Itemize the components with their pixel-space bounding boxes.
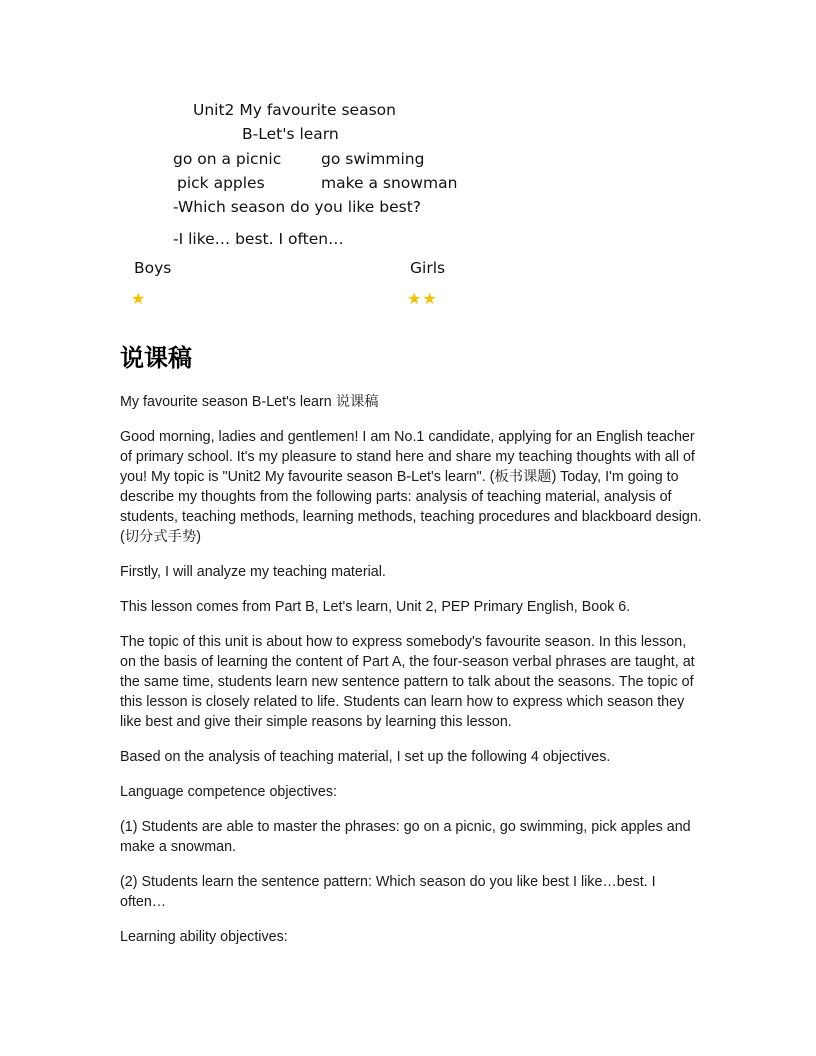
board-answer: -I like… best. I often… [173, 230, 344, 248]
paragraph: Based on the analysis of teaching material, I set up the following 4 objectives. [120, 749, 611, 765]
paragraph: Good morning, ladies and gentlemen! I am No.1 candidate, applying for an English teacher of primary school. It's my pleasure to stand here and share my teaching thoughts with all of you! My topic is "Unit2 My favourite season B-Let's learn". (板书课题) Today, I'm going to describe my thoughts from the following parts: analysis of teaching material, analysis of students, teaching methods, learning methods, teaching procedures and blackboard design.(切分式手势) [120, 429, 702, 545]
board-phrase: make a snowman [321, 174, 458, 192]
page-heading: 说课稿 [120, 343, 192, 372]
paragraph: (1) Students are able to master the phrases: go on a picnic, go swimming, pick apples and make a snowman. [120, 819, 691, 855]
blackboard-design [0, 0, 816, 320]
paragraph: (2) Students learn the sentence pattern: Which season do you like best I like…best. I often… [120, 874, 656, 910]
paragraph: Language competence objectives: [120, 784, 337, 800]
team-boys-label: Boys [134, 259, 172, 277]
board-subtitle: B-Let's learn [242, 125, 339, 143]
board-question: -Which season do you like best? [173, 198, 422, 216]
paragraph: The topic of this unit is about how to express somebody's favourite season. In this lesson, on the basis of learning the content of Part A, the four-season verbal phrases are taught, at the same time, students learn new sentence pattern to talk about the seasons. The topic of this lesson is closely related to life. Students can learn how to express which season they like best and give their simple reasons by learning this lesson. [120, 634, 695, 730]
board-phrase: go on a picnic [173, 150, 282, 168]
paragraph: Learning ability objectives: [120, 929, 288, 945]
paragraph: Firstly, I will analyze my teaching material. [120, 564, 386, 580]
star-icon: ★★ [407, 289, 438, 308]
paragraph: My favourite season B-Let's learn 说课稿 [120, 394, 379, 410]
document-body [120, 392, 705, 962]
board-phrase: go swimming [321, 150, 425, 168]
board-title: Unit2 My favourite season [193, 101, 396, 119]
board-phrase: pick apples [177, 174, 265, 192]
star-icon: ★ [131, 289, 147, 308]
paragraph: This lesson comes from Part B, Let's learn, Unit 2, PEP Primary English, Book 6. [120, 599, 631, 615]
team-girls-label: Girls [410, 259, 446, 277]
